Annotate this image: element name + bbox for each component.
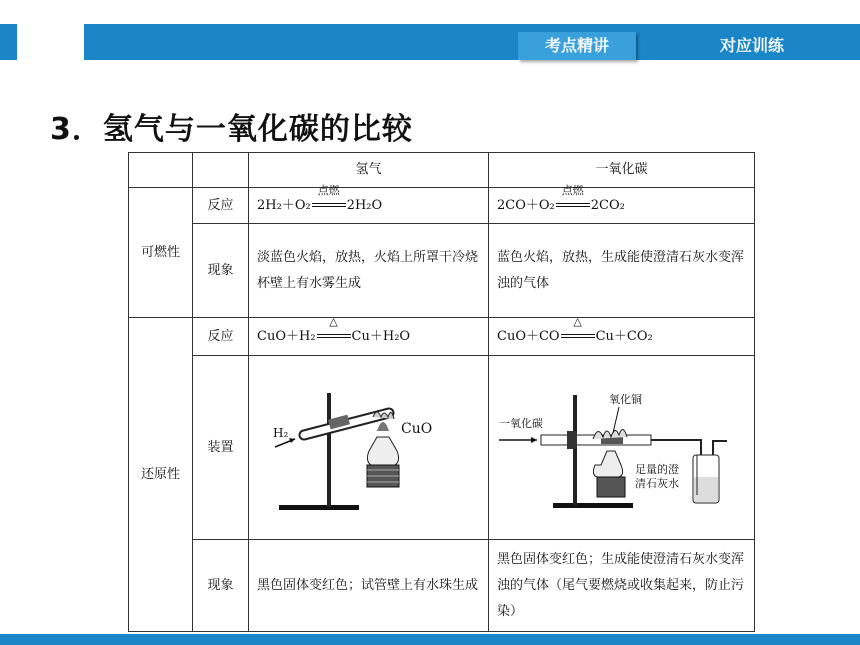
limewater-label-line2: 清石灰水: [634, 476, 679, 490]
eq-rhs: 2CO₂: [590, 197, 625, 213]
slide-title: 3．氢气与一氧化碳的比较: [50, 112, 413, 147]
condition-label: 点燃: [317, 184, 340, 197]
table-row: [129, 540, 755, 632]
eq-lhs: CuO＋CO: [497, 328, 560, 344]
col-header-hydrogen: 氢气: [249, 153, 489, 188]
co-reduction-apparatus: [497, 373, 747, 523]
header-empty-2: [193, 153, 249, 188]
header-left-accent: [0, 24, 17, 60]
table-header-row: [129, 153, 755, 188]
condition-arrow: [317, 315, 351, 344]
h2-reduction-phenomenon: 黑色固体变红色；试管壁上有水珠生成: [249, 540, 489, 632]
header-empty-1: [129, 153, 193, 188]
condition-arrow: [561, 315, 595, 344]
h2-reduction-apparatus: [269, 373, 469, 523]
table-row: [129, 224, 755, 318]
tab-key-points[interactable]: 考点精讲: [518, 32, 636, 60]
label-phenomenon: 现象: [193, 224, 249, 318]
eq-lhs: 2CO＋O₂: [497, 197, 555, 213]
eq-co-reduction: [489, 315, 755, 356]
eq-lhs: CuO＋H₂: [257, 328, 316, 344]
co-apparatus-cell: [489, 356, 755, 540]
eq-lhs: 2H₂＋O₂: [257, 197, 311, 213]
condition-label: △: [573, 315, 582, 328]
copper-oxide-label: 氧化铜: [608, 392, 642, 406]
condition-arrow: [556, 184, 590, 213]
table-row: [129, 356, 755, 540]
eq-h2-reduction: [249, 315, 489, 356]
eq-rhs: 2H₂O: [346, 197, 383, 213]
comparison-table: [128, 152, 755, 632]
h2-combustion-phenomenon: 淡蓝色火焰，放热，火焰上所罩干冷烧杯壁上有水雾生成: [249, 224, 489, 318]
condition-arrow: [312, 184, 346, 213]
limewater-label-line1: 足量的澄: [634, 462, 679, 476]
co-gas-label: 一氧化碳: [498, 416, 543, 430]
eq-h2-combustion: [249, 184, 489, 224]
co-reduction-phenomenon: 黑色固体变红色；生成能使澄清石灰水变浑浊的气体（尾气要燃烧或收集起来，防止污染）: [489, 540, 755, 632]
category-reducibility: 还原性: [129, 318, 193, 632]
h2-apparatus-cell: [249, 356, 489, 540]
label-reaction: 反应: [193, 188, 249, 224]
category-flammability: 可燃性: [129, 188, 193, 318]
footer-bar: [0, 634, 860, 645]
eq-rhs: Cu＋CO₂: [595, 328, 653, 344]
co-combustion-phenomenon: 蓝色火焰，放热，生成能使澄清石灰水变浑浊的气体: [489, 224, 755, 318]
label-apparatus: 装置: [193, 356, 249, 540]
col-header-co: 一氧化碳: [489, 153, 755, 188]
label-reaction: 反应: [193, 318, 249, 356]
table-row: [129, 318, 755, 356]
table-row: [129, 188, 755, 224]
h2-gas-label: H₂: [272, 425, 288, 440]
condition-label: △: [329, 315, 338, 328]
eq-rhs: Cu＋H₂O: [351, 328, 411, 344]
tab-practice[interactable]: 对应训练: [694, 32, 810, 60]
label-phenomenon: 现象: [193, 540, 249, 632]
cuo-label: CuO: [400, 420, 432, 437]
condition-label: 点燃: [561, 184, 584, 197]
eq-co-combustion: [489, 184, 755, 224]
